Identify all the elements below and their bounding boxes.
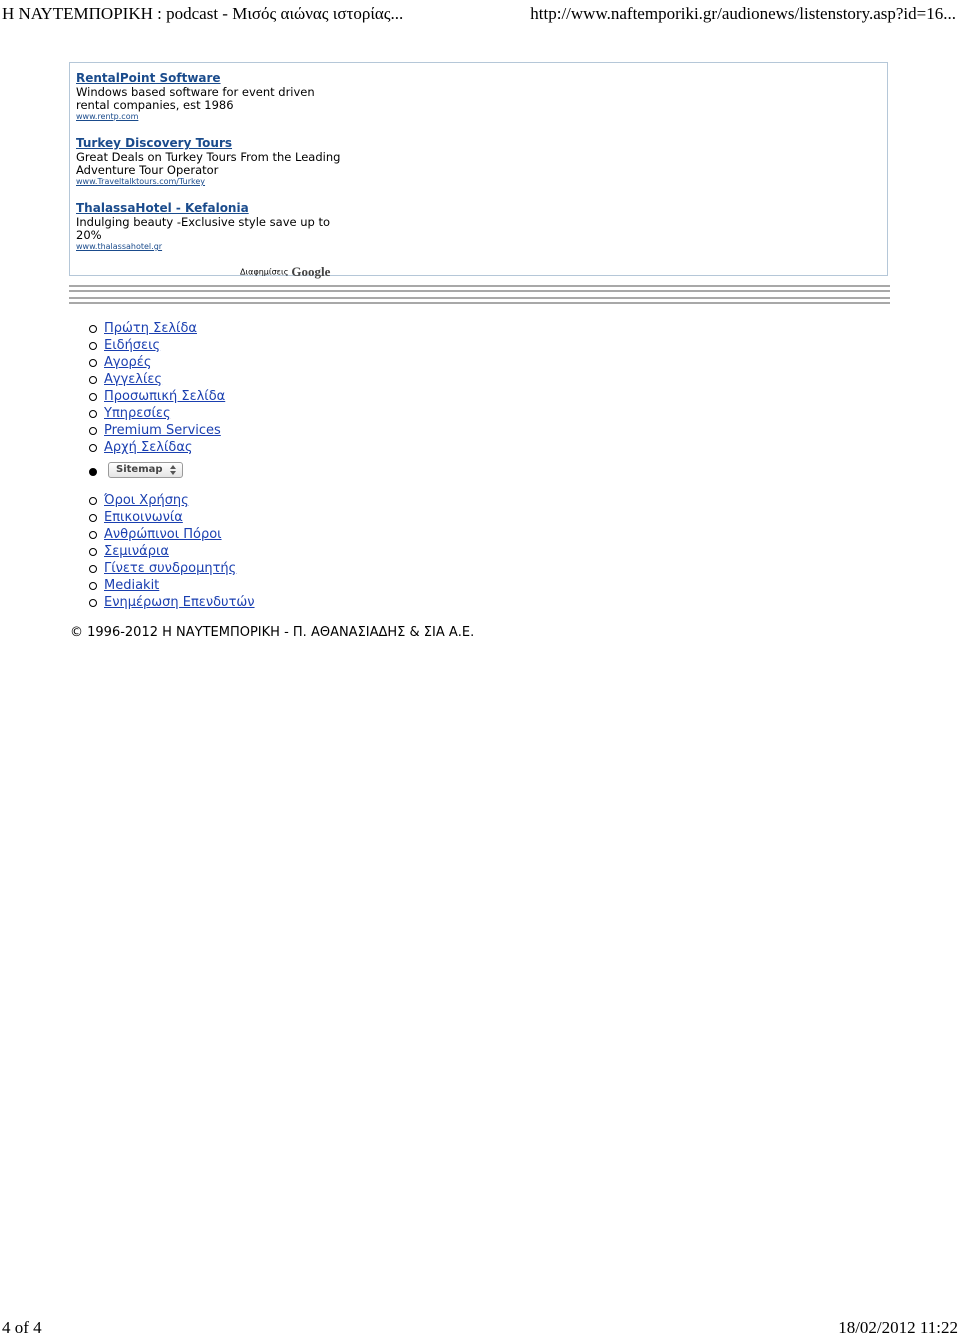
- nav-link-premium-services[interactable]: Premium Services: [104, 423, 221, 438]
- sitemap-select[interactable]: [108, 462, 183, 478]
- ad-url-link[interactable]: www.thalassahotel.gr: [76, 242, 163, 251]
- google-logo: Google: [291, 263, 331, 279]
- print-datetime: 18/02/2012 11:22: [838, 1318, 958, 1337]
- page-url: http://www.naftemporiki.gr/audionews/listenstory.asp?id=16...: [530, 4, 956, 23]
- nav-link-home[interactable]: Πρώτη Σελίδα: [104, 321, 197, 336]
- bullet-icon: [89, 468, 97, 476]
- nav-link-services[interactable]: Υπηρεσίες: [104, 406, 171, 421]
- copyright-notice: © 1996-2012 Η ΝΑΥΤΕΜΠΟΡΙΚΗ - Π. ΑΘΑΝΑΣΙΑΔΗΣ & ΣΙΑ Α.Ε.: [70, 625, 475, 640]
- page-number: 4 of 4: [2, 1318, 42, 1337]
- nav-link-seminars[interactable]: Σεμινάρια: [104, 544, 169, 559]
- bullet-icon: [89, 565, 97, 573]
- bullet-icon: [89, 444, 97, 452]
- ad-description: Windows based software for event driven rental companies, est 1986: [76, 85, 315, 112]
- ad-url-link[interactable]: www.rentp.com: [76, 112, 139, 121]
- ad-description: Great Deals on Turkey Tours From the Leading Adventure Tour Operator: [76, 150, 341, 177]
- nav-link-subscribe[interactable]: Γίνετε συνδρομητής: [104, 561, 237, 576]
- bullet-icon: [89, 359, 97, 367]
- nav-link-investor-relations[interactable]: Ενημέρωση Επενδυτών: [104, 595, 255, 610]
- nav-link-terms[interactable]: Όροι Χρήσης: [104, 493, 189, 508]
- divider-rules: [69, 285, 890, 307]
- bullet-icon: [89, 342, 97, 350]
- sitemap-label: Sitemap: [116, 464, 163, 475]
- google-ads-box: [69, 62, 888, 279]
- ads-by-google-link[interactable]: [240, 263, 330, 277]
- select-arrows-icon: [170, 465, 176, 475]
- nav-link-mediakit[interactable]: Mediakit: [104, 578, 160, 593]
- nav-link-markets[interactable]: Αγορές: [104, 355, 152, 370]
- divider-line: [69, 302, 890, 304]
- bullet-icon: [89, 548, 97, 556]
- divider-line: [69, 297, 890, 299]
- ads-by-google-label: Διαφημίσεις: [240, 267, 289, 277]
- bullet-icon: [89, 531, 97, 539]
- bullet-icon: [89, 497, 97, 505]
- ad-item: [76, 201, 346, 252]
- ad-title-link[interactable]: ThalassaHotel - Kefalonia: [76, 201, 249, 215]
- print-footer: [0, 1318, 960, 1338]
- ad-item: [76, 71, 346, 122]
- print-header: [0, 2, 960, 26]
- bullet-icon: [89, 514, 97, 522]
- ad-title-link[interactable]: RentalPoint Software: [76, 71, 221, 85]
- divider-line: [69, 290, 890, 292]
- bullet-icon: [89, 599, 97, 607]
- ad-url-link[interactable]: www.Traveltalktours.com/Turkey: [76, 177, 206, 186]
- bullet-icon: [89, 325, 97, 333]
- bullet-icon: [89, 410, 97, 418]
- divider-line: [69, 285, 890, 287]
- bullet-icon: [89, 427, 97, 435]
- ad-title-link[interactable]: Turkey Discovery Tours: [76, 136, 233, 150]
- page-title: Η ΝΑΥΤΕΜΠΟΡΙΚΗ : podcast - Μισός αιώνας ιστορίας...: [2, 4, 404, 23]
- bullet-icon: [89, 393, 97, 401]
- nav-link-careers[interactable]: Ανθρώπινοι Πόροι: [104, 527, 222, 542]
- nav-link-personal-page[interactable]: Προσωπική Σελίδα: [104, 389, 226, 404]
- nav-link-classifieds[interactable]: Αγγελίες: [104, 372, 163, 387]
- ad-description: Indulging beauty -Exclusive style save up to 20%: [76, 215, 331, 242]
- bullet-icon: [89, 376, 97, 384]
- nav-link-news[interactable]: Ειδήσεις: [104, 338, 161, 353]
- bullet-icon: [89, 582, 97, 590]
- nav-link-contact[interactable]: Επικοινωνία: [104, 510, 183, 525]
- ad-item: [76, 136, 346, 187]
- nav-link-top-of-page[interactable]: Αρχή Σελίδας: [104, 440, 193, 455]
